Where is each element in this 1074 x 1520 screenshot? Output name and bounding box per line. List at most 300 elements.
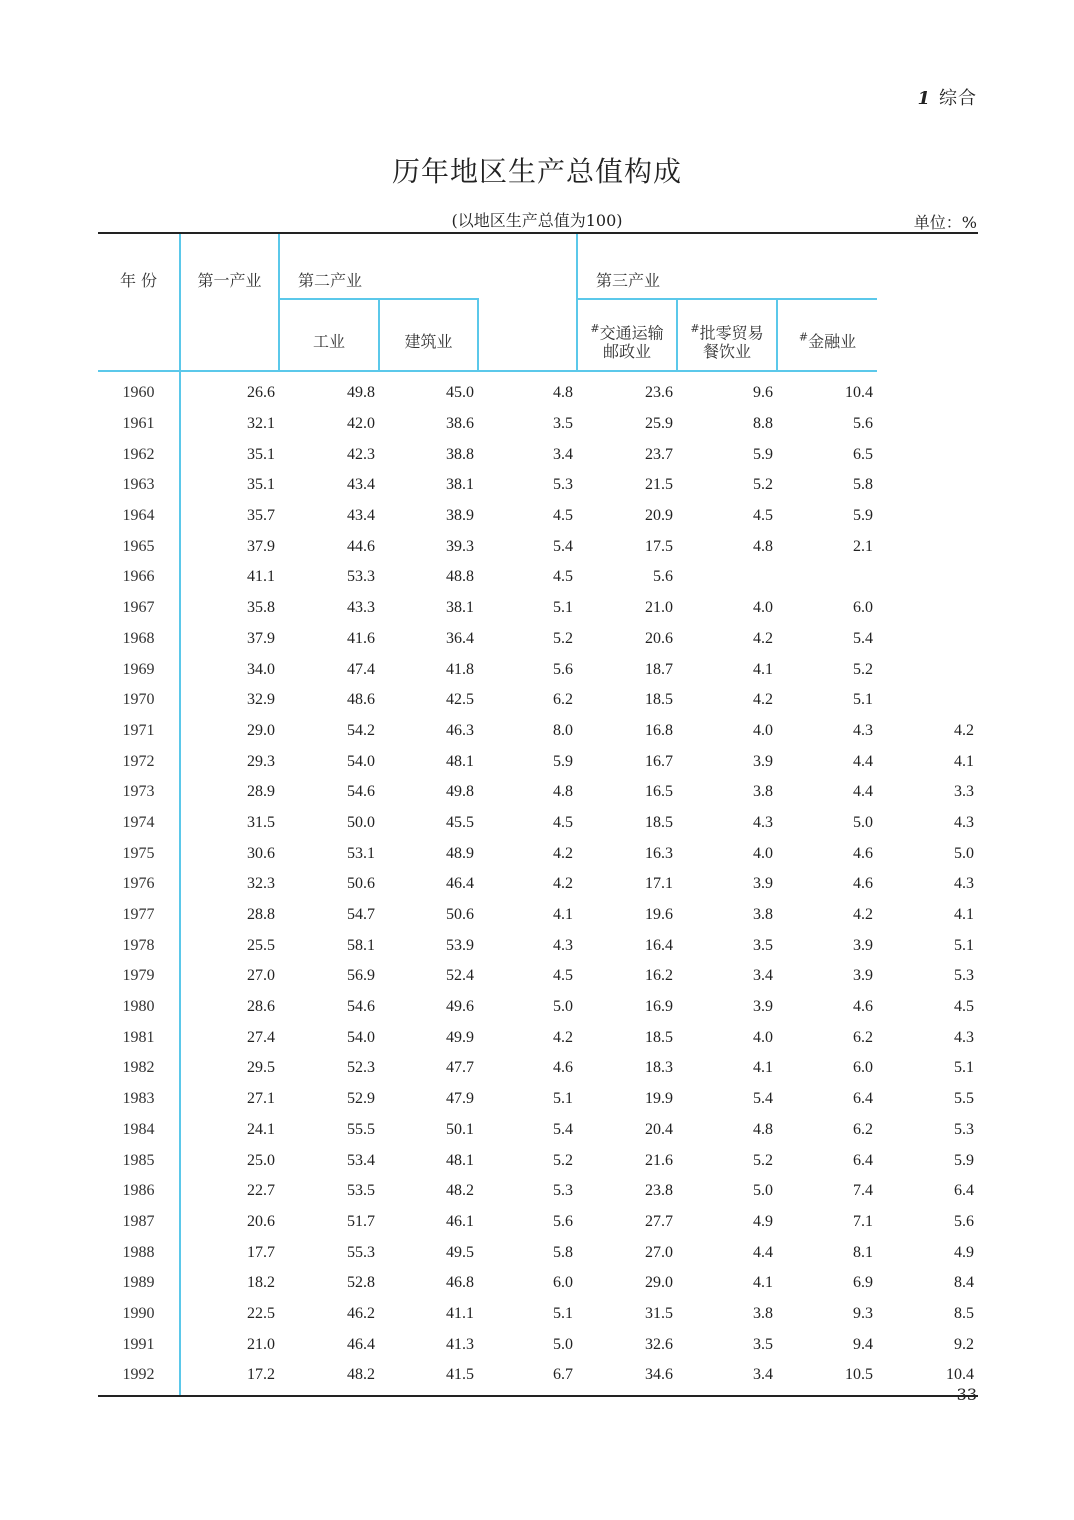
value-cell: 51.7 [347, 1212, 375, 1230]
value-cell [877, 371, 978, 409]
value-cell: 25.0 [180, 1145, 279, 1176]
value-cell: 54.2 [347, 721, 375, 739]
value-cell: 50.1 [446, 1120, 474, 1138]
col-header-transport: #交通运输 邮政业 [577, 299, 677, 371]
value-cell: 53.3 [347, 568, 375, 586]
value-cell: 4.1 [954, 752, 975, 770]
value-cell: 5.2 [853, 660, 874, 678]
value-cell: 23.6 [645, 384, 674, 402]
value-cell: 49.8 [347, 384, 375, 402]
value-cell: 46.4 [446, 875, 474, 893]
value-cell: 20.9 [645, 507, 674, 525]
value-cell: 6.2 [853, 1028, 874, 1046]
year-cell: 1972 [122, 752, 155, 770]
value-cell: 5.0 [853, 813, 874, 831]
table-row [98, 1115, 978, 1146]
value-cell: 28.9 [180, 777, 279, 808]
value-cell: 21.6 [645, 1151, 674, 1169]
unit-label: 单位：% [913, 213, 977, 232]
col-header-trade: #批零贸易 餐饮业 [677, 299, 777, 371]
value-cell: 18.5 [645, 1028, 674, 1046]
value-cell: 4.0 [753, 721, 774, 739]
value-cell: 6.7 [478, 1360, 577, 1396]
value-cell: 4.1 [753, 1274, 774, 1292]
value-cell: 5.1 [553, 1090, 574, 1108]
table-row [98, 900, 978, 931]
hash-mark: # [590, 321, 600, 335]
value-cell: 34.0 [180, 654, 279, 685]
value-cell: 8.4 [954, 1274, 975, 1292]
value-cell: 41.6 [347, 629, 375, 647]
value-cell: 5.4 [553, 1120, 574, 1138]
value-cell: 20.4 [645, 1120, 674, 1138]
value-cell: 54.7 [347, 906, 375, 924]
value-cell: 21.0 [180, 1329, 279, 1360]
value-cell [877, 409, 978, 440]
value-cell: 4.6 [853, 875, 874, 893]
value-cell: 37.9 [180, 531, 279, 562]
value-cell: 27.4 [180, 1022, 279, 1053]
value-cell: 9.4 [853, 1335, 874, 1353]
value-cell: 4.3 [954, 1028, 975, 1046]
value-cell: 4.2 [553, 844, 574, 862]
value-cell: 5.9 [753, 445, 774, 463]
year-cell: 1983 [122, 1090, 155, 1108]
value-cell: 5.2 [553, 1151, 574, 1169]
value-cell: 41.5 [379, 1360, 478, 1396]
value-cell: 38.1 [446, 599, 474, 617]
value-cell: 6.0 [853, 1059, 874, 1077]
value-cell [677, 562, 777, 593]
value-cell: 6.4 [853, 1090, 874, 1108]
value-cell: 48.2 [279, 1360, 379, 1396]
value-cell: 5.4 [553, 537, 574, 555]
value-cell: 4.5 [553, 507, 574, 525]
value-cell: 6.5 [853, 445, 874, 463]
value-cell: 3.5 [753, 1335, 774, 1353]
value-cell: 18.2 [180, 1268, 279, 1299]
value-cell: 4.1 [954, 906, 975, 924]
year-cell: 1979 [122, 967, 155, 985]
value-cell: 49.8 [446, 783, 474, 801]
table-subtitle: (以地区生产总值为100) [451, 211, 623, 230]
value-cell: 3.8 [753, 906, 774, 924]
value-cell: 17.1 [645, 875, 674, 893]
year-cell: 1961 [122, 415, 155, 433]
value-cell: 9.6 [753, 384, 774, 402]
value-cell: 19.6 [645, 906, 674, 924]
col-header-finance: #金融业 [777, 299, 877, 371]
value-cell: 5.0 [753, 1182, 774, 1200]
value-cell: 25.5 [180, 930, 279, 961]
value-cell: 16.5 [645, 783, 674, 801]
value-cell: 48.2 [446, 1182, 474, 1200]
value-cell: 4.8 [553, 384, 574, 402]
value-cell: 46.4 [347, 1335, 375, 1353]
value-cell: 3.9 [853, 967, 874, 985]
value-cell: 4.0 [753, 599, 774, 617]
value-cell: 8.8 [753, 415, 774, 433]
value-cell: 17.7 [180, 1237, 279, 1268]
value-cell: 4.3 [954, 813, 975, 831]
value-cell: 3.4 [553, 445, 574, 463]
data-table-wrapper [98, 232, 978, 1397]
value-cell: 3.8 [753, 1304, 774, 1322]
value-cell: 43.3 [347, 599, 375, 617]
value-cell: 4.0 [753, 1028, 774, 1046]
table-row [98, 1237, 978, 1268]
table-row [98, 777, 978, 808]
value-cell: 16.8 [645, 721, 674, 739]
value-cell: 3.4 [677, 1360, 777, 1396]
table-row [98, 654, 978, 685]
value-cell: 3.8 [753, 783, 774, 801]
value-cell [877, 654, 978, 685]
value-cell: 32.6 [645, 1335, 674, 1353]
table-row [98, 869, 978, 900]
value-cell: 46.3 [446, 721, 474, 739]
page-title: 历年地区生产总值构成 [391, 155, 682, 188]
value-cell: 5.6 [954, 1212, 975, 1230]
value-cell: 20.6 [180, 1207, 279, 1238]
col-header-industry: 工业 [279, 299, 379, 371]
value-cell: 19.9 [645, 1090, 674, 1108]
value-cell: 5.6 [853, 415, 874, 433]
value-cell: 47.9 [446, 1090, 474, 1108]
value-cell: 4.2 [753, 629, 774, 647]
value-cell: 4.2 [553, 875, 574, 893]
value-cell: 41.1 [446, 1304, 474, 1322]
value-cell: 18.5 [645, 691, 674, 709]
value-cell: 5.1 [553, 599, 574, 617]
table-row [98, 930, 978, 961]
value-cell: 5.1 [954, 936, 975, 954]
value-cell: 4.2 [753, 691, 774, 709]
value-cell [877, 624, 978, 655]
value-cell: 44.6 [347, 537, 375, 555]
value-cell: 50.6 [347, 875, 375, 893]
value-cell: 5.2 [753, 476, 774, 494]
table-row [98, 371, 978, 409]
value-cell: 16.9 [645, 998, 674, 1016]
value-cell: 53.4 [347, 1151, 375, 1169]
value-cell: 31.5 [645, 1304, 674, 1322]
value-cell: 18.7 [645, 660, 674, 678]
year-cell: 1984 [122, 1120, 155, 1138]
value-cell: 17.5 [645, 537, 674, 555]
col-header-year: 年 份 [98, 233, 180, 371]
value-cell: 52.9 [347, 1090, 375, 1108]
value-cell: 48.8 [446, 568, 474, 586]
year-cell: 1967 [122, 599, 155, 617]
col-header-secondary: 第二产业 [279, 233, 577, 299]
table-row [98, 1053, 978, 1084]
value-cell: 5.6 [653, 568, 674, 586]
value-cell: 3.5 [753, 936, 774, 954]
table-row [98, 1207, 978, 1238]
value-cell: 38.8 [446, 445, 474, 463]
value-cell: 3.9 [753, 875, 774, 893]
value-cell: 38.9 [446, 507, 474, 525]
value-cell: 54.0 [347, 1028, 375, 1046]
value-cell: 4.2 [954, 721, 975, 739]
table-row [98, 1176, 978, 1207]
value-cell: 4.5 [553, 967, 574, 985]
value-cell: 28.6 [180, 992, 279, 1023]
value-cell: 4.5 [553, 813, 574, 831]
value-cell: 4.0 [753, 844, 774, 862]
year-cell: 1988 [122, 1243, 155, 1261]
value-cell: 5.3 [553, 1182, 574, 1200]
value-cell: 23.8 [645, 1182, 674, 1200]
table-row [98, 531, 978, 562]
value-cell: 4.4 [753, 1243, 774, 1261]
value-cell: 18.3 [645, 1059, 674, 1077]
value-cell: 4.4 [853, 783, 874, 801]
value-cell: 5.3 [954, 1120, 975, 1138]
value-cell: 3.9 [853, 936, 874, 954]
table-row [98, 1145, 978, 1176]
value-cell: 22.7 [180, 1176, 279, 1207]
table-row [98, 746, 978, 777]
value-cell: 42.0 [347, 415, 375, 433]
value-cell: 9.3 [853, 1304, 874, 1322]
value-cell: 29.3 [180, 746, 279, 777]
value-cell: 10.4 [845, 384, 874, 402]
value-cell: 5.1 [553, 1304, 574, 1322]
value-cell [777, 562, 877, 593]
year-cell: 1986 [122, 1182, 155, 1200]
value-cell: 35.8 [180, 593, 279, 624]
value-cell: 5.0 [553, 998, 574, 1016]
value-cell: 3.4 [753, 967, 774, 985]
value-cell: 36.4 [446, 629, 474, 647]
value-cell: 16.4 [645, 936, 674, 954]
value-cell: 27.0 [180, 961, 279, 992]
table-row [98, 838, 978, 869]
year-cell: 1964 [122, 507, 155, 525]
value-cell: 43.4 [347, 476, 375, 494]
year-cell: 1965 [122, 537, 155, 555]
table-row [98, 1360, 978, 1396]
value-cell: 4.3 [954, 875, 975, 893]
value-cell: 50.0 [347, 813, 375, 831]
value-cell: 5.9 [853, 507, 874, 525]
year-cell: 1982 [122, 1059, 155, 1077]
table-row [98, 1268, 978, 1299]
value-cell: 6.0 [553, 1274, 574, 1292]
section-name: 综合 [939, 88, 977, 109]
value-cell: 4.3 [553, 936, 574, 954]
value-cell: 52.4 [446, 967, 474, 985]
value-cell: 2.1 [853, 537, 874, 555]
value-cell: 5.4 [753, 1090, 774, 1108]
year-cell: 1987 [122, 1212, 155, 1230]
value-cell: 6.4 [853, 1151, 874, 1169]
value-cell: 49.5 [446, 1243, 474, 1261]
value-cell: 49.9 [446, 1028, 474, 1046]
value-cell: 8.5 [954, 1304, 975, 1322]
table-row [98, 1084, 978, 1115]
value-cell: 5.2 [553, 629, 574, 647]
table-row [98, 992, 978, 1023]
year-cell: 1981 [122, 1028, 155, 1046]
value-cell: 18.5 [645, 813, 674, 831]
value-cell: 6.2 [553, 691, 574, 709]
value-cell: 20.6 [645, 629, 674, 647]
value-cell: 5.1 [954, 1059, 975, 1077]
value-cell: 21.5 [645, 476, 674, 494]
value-cell: 3.9 [753, 752, 774, 770]
value-cell [877, 531, 978, 562]
value-cell: 4.9 [753, 1212, 774, 1230]
table-row [98, 593, 978, 624]
value-cell: 41.1 [180, 562, 279, 593]
table-row [98, 685, 978, 716]
table-row [98, 470, 978, 501]
value-cell: 56.9 [347, 967, 375, 985]
value-cell: 25.9 [645, 415, 674, 433]
value-cell [877, 685, 978, 716]
value-cell: 6.4 [954, 1182, 975, 1200]
value-cell: 32.1 [180, 409, 279, 440]
hash-mark: # [798, 330, 809, 344]
value-cell: 26.6 [180, 371, 279, 409]
year-cell: 1977 [122, 906, 155, 924]
table-row [98, 808, 978, 839]
value-cell: 38.1 [446, 476, 474, 494]
value-cell: 4.2 [553, 1028, 574, 1046]
value-cell: 5.6 [553, 660, 574, 678]
value-cell [877, 501, 978, 532]
value-cell: 48.9 [446, 844, 474, 862]
hash-mark: # [690, 321, 700, 335]
value-cell: 4.8 [753, 1120, 774, 1138]
value-cell: 35.7 [180, 501, 279, 532]
value-cell: 54.6 [347, 783, 375, 801]
value-cell: 48.6 [347, 691, 375, 709]
value-cell: 16.3 [645, 844, 674, 862]
value-cell: 46.2 [347, 1304, 375, 1322]
value-cell: 5.5 [954, 1090, 975, 1108]
value-cell: 4.6 [553, 1059, 574, 1077]
section-number: 1 [917, 88, 931, 109]
value-cell: 55.3 [347, 1243, 375, 1261]
year-cell: 1978 [122, 936, 155, 954]
table-row [98, 624, 978, 655]
value-cell: 58.1 [347, 936, 375, 954]
value-cell: 35.1 [180, 470, 279, 501]
table-row [98, 1329, 978, 1360]
value-cell: 3.5 [553, 415, 574, 433]
table-row [98, 501, 978, 532]
value-cell: 4.1 [753, 660, 774, 678]
value-cell: 32.9 [180, 685, 279, 716]
value-cell: 53.1 [347, 844, 375, 862]
value-cell: 42.3 [347, 445, 375, 463]
value-cell: 45.0 [446, 384, 474, 402]
value-cell: 8.0 [553, 721, 574, 739]
value-cell: 5.9 [954, 1151, 975, 1169]
value-cell: 48.1 [446, 752, 474, 770]
value-cell: 6.9 [853, 1274, 874, 1292]
table-row [98, 961, 978, 992]
year-cell: 1973 [122, 783, 155, 801]
value-cell: 5.3 [553, 476, 574, 494]
value-cell: 16.2 [645, 967, 674, 985]
value-cell: 30.6 [180, 838, 279, 869]
value-cell: 4.3 [753, 813, 774, 831]
value-cell: 10.4 [877, 1360, 978, 1396]
value-cell: 3.9 [753, 998, 774, 1016]
col-header-construction: 建筑业 [379, 299, 478, 371]
year-cell: 1985 [122, 1151, 155, 1169]
value-cell: 5.0 [954, 844, 975, 862]
year-cell: 1974 [122, 813, 155, 831]
value-cell: 34.6 [577, 1360, 677, 1396]
year-cell: 1966 [122, 568, 155, 586]
value-cell: 6.2 [853, 1120, 874, 1138]
year-cell: 1963 [122, 476, 155, 494]
value-cell: 49.6 [446, 998, 474, 1016]
value-cell: 32.3 [180, 869, 279, 900]
year-cell: 1990 [122, 1304, 155, 1322]
value-cell: 4.2 [853, 906, 874, 924]
value-cell: 4.5 [553, 568, 574, 586]
value-cell: 4.6 [853, 998, 874, 1016]
section-tag [917, 84, 977, 110]
value-cell: 4.9 [954, 1243, 975, 1261]
year-cell: 1976 [122, 875, 155, 893]
year-cell: 1968 [122, 629, 155, 647]
value-cell: 4.1 [553, 906, 574, 924]
value-cell: 4.1 [753, 1059, 774, 1077]
value-cell: 6.0 [853, 599, 874, 617]
value-cell: 22.5 [180, 1299, 279, 1330]
value-cell [877, 593, 978, 624]
value-cell: 4.5 [954, 998, 975, 1016]
gdp-composition-table [98, 232, 978, 1397]
col-header-tertiary-spacer [478, 299, 577, 371]
value-cell: 4.8 [753, 537, 774, 555]
value-cell: 43.4 [347, 507, 375, 525]
value-cell: 4.5 [753, 507, 774, 525]
col-header-tertiary: 第三产业 [577, 233, 978, 299]
value-cell: 27.7 [645, 1212, 674, 1230]
value-cell: 47.7 [446, 1059, 474, 1077]
value-cell: 5.6 [553, 1212, 574, 1230]
value-cell: 4.3 [853, 721, 874, 739]
value-cell: 4.4 [853, 752, 874, 770]
table-body [98, 371, 978, 1396]
value-cell: 31.5 [180, 808, 279, 839]
value-cell: 5.8 [553, 1243, 574, 1261]
value-cell: 52.8 [347, 1274, 375, 1292]
year-cell: 1962 [122, 445, 155, 463]
value-cell: 23.7 [645, 445, 674, 463]
value-cell [877, 562, 978, 593]
value-cell: 28.8 [180, 900, 279, 931]
value-cell: 52.3 [347, 1059, 375, 1077]
value-cell: 4.6 [853, 844, 874, 862]
value-cell: 3.3 [954, 783, 975, 801]
year-cell: 1989 [122, 1274, 155, 1292]
value-cell: 5.9 [553, 752, 574, 770]
year-cell: 1969 [122, 660, 155, 678]
value-cell [877, 470, 978, 501]
table-row [98, 716, 978, 747]
value-cell: 5.1 [853, 691, 874, 709]
